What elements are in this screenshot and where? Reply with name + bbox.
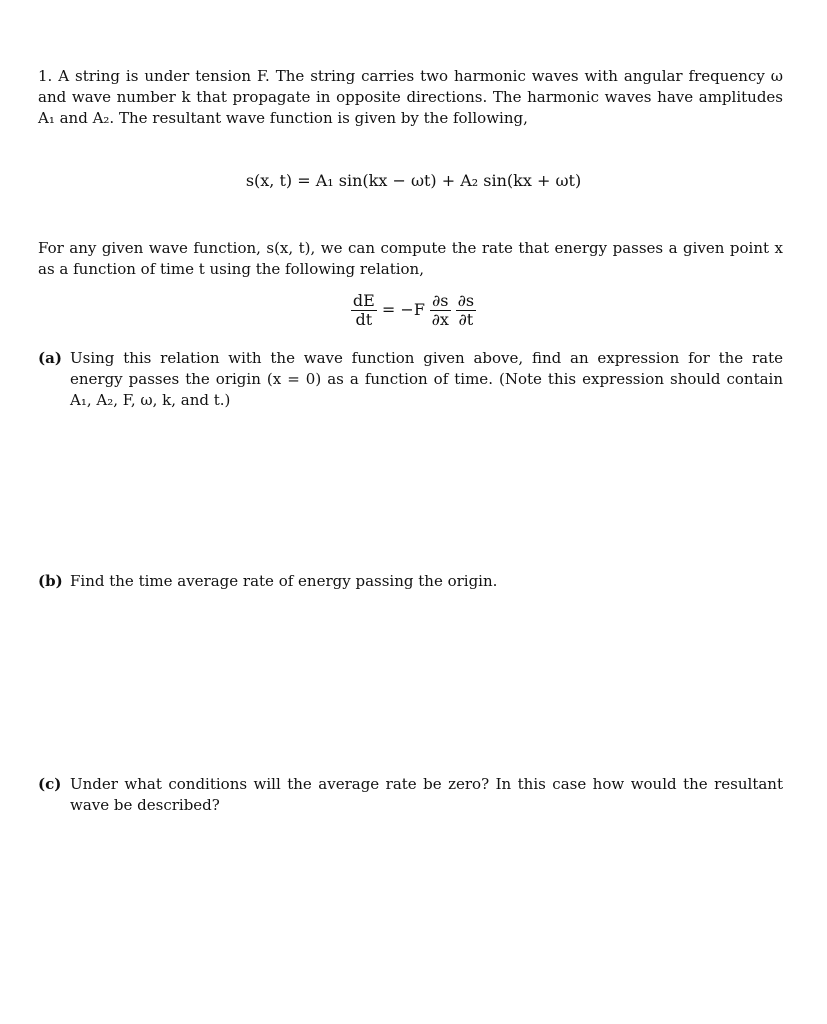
question-text: Using this relation with the wave function given above, find an expression for the rate energy passes the origin (x = 0) as a function of time. (Note this expression should contain A₁, A₂, F, ω, k, and t.) bbox=[70, 349, 783, 409]
fraction-ds-dt bbox=[456, 292, 476, 329]
problem-intro bbox=[38, 66, 783, 129]
question-b bbox=[38, 571, 783, 592]
question-a bbox=[38, 348, 783, 411]
wave-function-equation: s(x, t) = A₁ sin(kx − ωt) + A₂ sin(kx + ωt) bbox=[245, 171, 582, 190]
fraction-numerator: ∂s bbox=[457, 291, 475, 310]
energy-rate-equation bbox=[0, 292, 827, 329]
fraction-denominator: ∂x bbox=[431, 310, 449, 329]
fraction-ds-dx bbox=[430, 292, 450, 329]
fraction-denominator: ∂t bbox=[458, 310, 474, 329]
problem-number: 1. bbox=[38, 67, 53, 85]
question-text: Under what conditions will the average rate be zero? In this case how would the resultant wave be described? bbox=[70, 775, 783, 814]
energy-rate-paragraph: For any given wave function, s(x, t), we can compute the rate that energy passes a given point x as a function of time t using the following relation, bbox=[38, 239, 783, 278]
question-text: Find the time average rate of energy passing the origin. bbox=[70, 572, 498, 590]
question-c bbox=[38, 774, 783, 816]
question-label: (a) bbox=[38, 349, 62, 367]
fraction-numerator: dE bbox=[352, 291, 375, 310]
problem-intro-text: A string is under tension F. The string carries two harmonic waves with angular frequency ω and wave number k that propagate in opposite directions. The harmonic waves have amplitudes A₁ and A₂. The resultant wave function is given by the following, bbox=[38, 67, 783, 127]
question-label: (c) bbox=[38, 775, 62, 793]
equation-middle: = −F bbox=[381, 300, 425, 319]
fraction-dE-dt bbox=[351, 292, 377, 329]
fraction-numerator: ∂s bbox=[432, 291, 449, 310]
question-label: (b) bbox=[38, 572, 63, 590]
fraction-denominator: dt bbox=[355, 310, 373, 329]
